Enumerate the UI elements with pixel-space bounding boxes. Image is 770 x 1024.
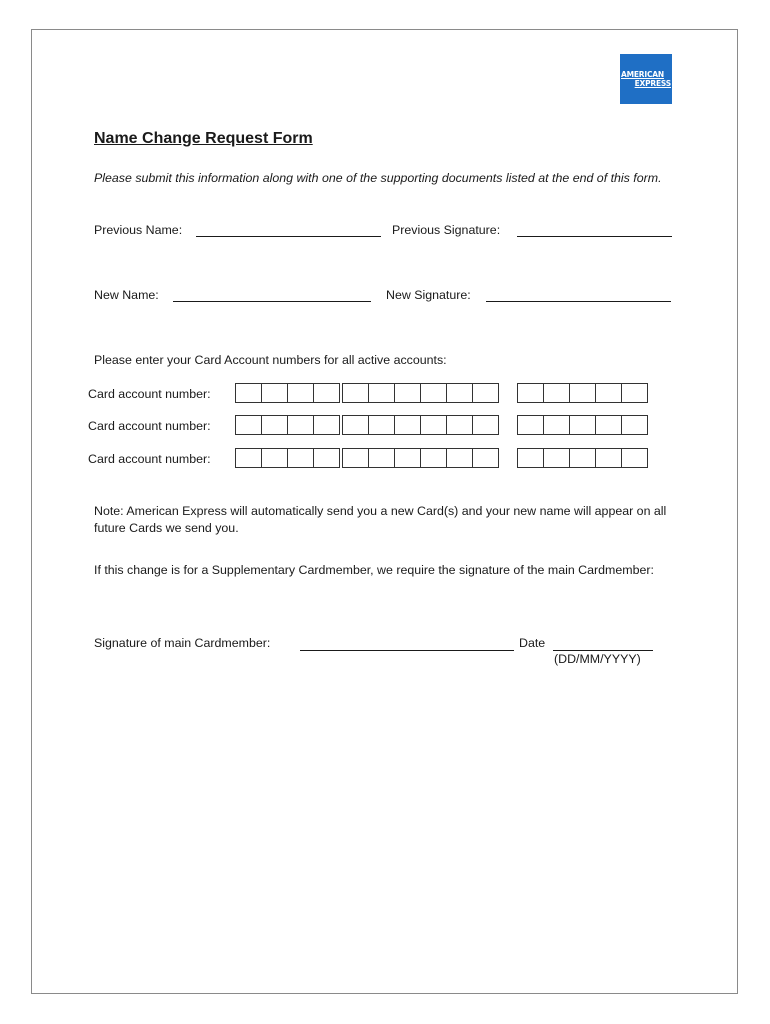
previous-signature-label: Previous Signature: <box>392 223 501 237</box>
new-card-note: Note: American Express will automatically send you a new Card(s) and your new name will appear on all future Cards we send you. <box>94 504 667 535</box>
form-intro: Please submit this information along with one of the supporting documents listed at the end of this form. <box>94 171 662 185</box>
card-number-boxes-2c[interactable] <box>517 415 648 435</box>
digit-box[interactable] <box>420 448 447 468</box>
new-signature-label: New Signature: <box>386 288 471 302</box>
card-number-boxes-3c[interactable] <box>517 448 648 468</box>
card-number-boxes-3a[interactable] <box>235 448 340 468</box>
digit-box[interactable] <box>595 415 622 435</box>
digit-box[interactable] <box>287 383 314 403</box>
digit-box[interactable] <box>446 448 473 468</box>
digit-box[interactable] <box>261 415 288 435</box>
digit-box[interactable] <box>313 448 340 468</box>
form-title: Name Change Request Form <box>94 130 313 147</box>
digit-box[interactable] <box>394 415 421 435</box>
card-account-label-1: Card account number: <box>88 387 211 401</box>
digit-box[interactable] <box>543 383 570 403</box>
date-field[interactable] <box>553 650 653 651</box>
digit-box[interactable] <box>261 383 288 403</box>
digit-box[interactable] <box>342 448 369 468</box>
new-signature-field[interactable] <box>486 301 671 302</box>
card-number-boxes-2b[interactable] <box>342 415 499 435</box>
previous-name-field[interactable] <box>196 236 381 237</box>
card-number-boxes-2a[interactable] <box>235 415 340 435</box>
logo-line-1: AMERICAN <box>621 70 664 79</box>
digit-box[interactable] <box>621 448 648 468</box>
digit-box[interactable] <box>543 448 570 468</box>
card-number-boxes-1b[interactable] <box>342 383 499 403</box>
digit-box[interactable] <box>313 415 340 435</box>
digit-box[interactable] <box>621 415 648 435</box>
digit-box[interactable] <box>595 383 622 403</box>
digit-box[interactable] <box>472 415 499 435</box>
digit-box[interactable] <box>235 448 262 468</box>
digit-box[interactable] <box>261 448 288 468</box>
digit-box[interactable] <box>313 383 340 403</box>
card-number-boxes-1a[interactable] <box>235 383 340 403</box>
digit-box[interactable] <box>472 383 499 403</box>
digit-box[interactable] <box>342 415 369 435</box>
digit-box[interactable] <box>472 448 499 468</box>
digit-box[interactable] <box>287 448 314 468</box>
digit-box[interactable] <box>235 383 262 403</box>
digit-box[interactable] <box>368 383 395 403</box>
digit-box[interactable] <box>595 448 622 468</box>
digit-box[interactable] <box>287 415 314 435</box>
american-express-logo <box>620 54 672 104</box>
main-signature-field[interactable] <box>300 650 514 651</box>
supplementary-note: If this change is for a Supplementary Cardmember, we require the signature of the main Cardmember: <box>94 563 654 577</box>
date-label: Date <box>519 636 546 650</box>
digit-box[interactable] <box>446 415 473 435</box>
digit-box[interactable] <box>394 448 421 468</box>
accounts-prompt: Please enter your Card Account numbers for all active accounts: <box>94 353 447 367</box>
digit-box[interactable] <box>543 415 570 435</box>
card-number-boxes-1c[interactable] <box>517 383 648 403</box>
digit-box[interactable] <box>235 415 262 435</box>
digit-box[interactable] <box>621 383 648 403</box>
logo-line-2: EXPRESS <box>634 79 671 88</box>
digit-box[interactable] <box>569 383 596 403</box>
digit-box[interactable] <box>420 415 447 435</box>
digit-box[interactable] <box>569 448 596 468</box>
digit-box[interactable] <box>368 448 395 468</box>
card-account-label-2: Card account number: <box>88 419 211 433</box>
card-account-label-3: Card account number: <box>88 452 211 466</box>
digit-box[interactable] <box>420 383 447 403</box>
digit-box[interactable] <box>394 383 421 403</box>
digit-box[interactable] <box>517 415 544 435</box>
new-name-label: New Name: <box>94 288 159 302</box>
date-format-hint: (DD/MM/YYYY) <box>554 652 641 666</box>
digit-box[interactable] <box>517 383 544 403</box>
main-signature-label: Signature of main Cardmember: <box>94 636 271 650</box>
digit-box[interactable] <box>569 415 596 435</box>
card-number-boxes-3b[interactable] <box>342 448 499 468</box>
previous-name-label: Previous Name: <box>94 223 183 237</box>
new-name-field[interactable] <box>173 301 371 302</box>
previous-signature-field[interactable] <box>517 236 672 237</box>
digit-box[interactable] <box>446 383 473 403</box>
digit-box[interactable] <box>368 415 395 435</box>
digit-box[interactable] <box>517 448 544 468</box>
digit-box[interactable] <box>342 383 369 403</box>
